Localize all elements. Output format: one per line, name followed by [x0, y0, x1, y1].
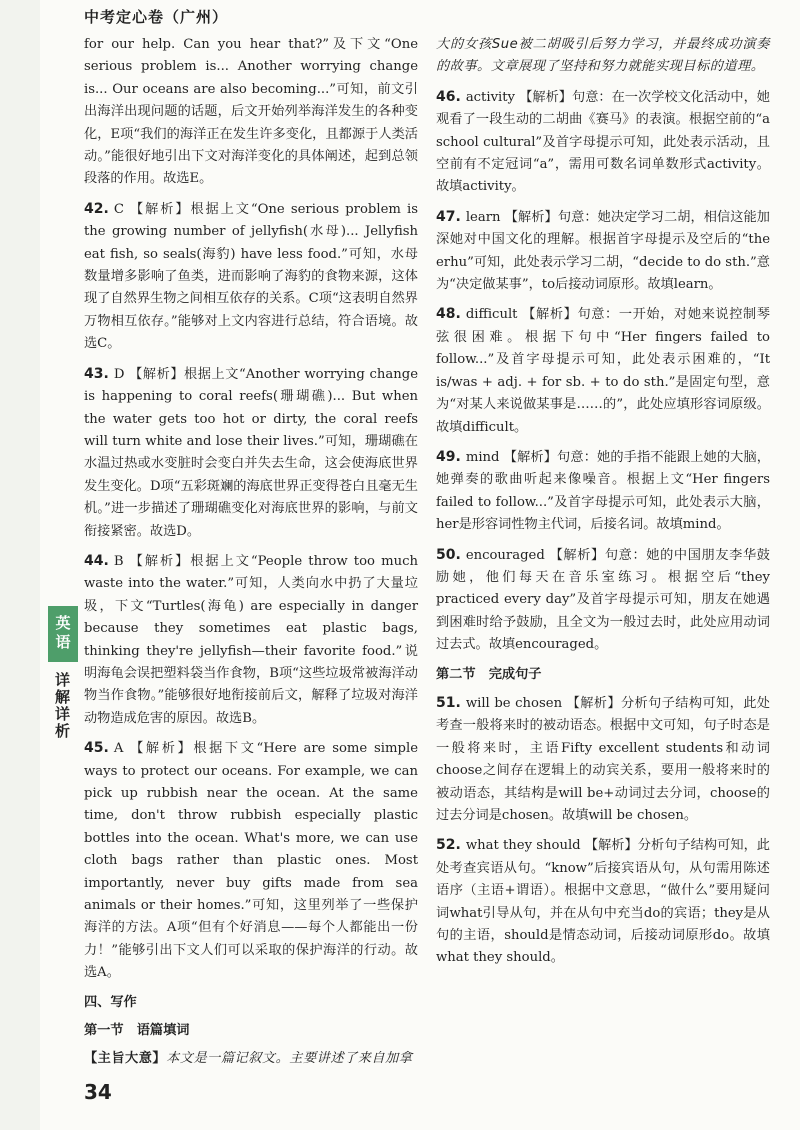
answer-text: encouraged 【解析】句意：她的中国朋友李华鼓励她，他们每天在音乐室练习。根据空后“they practiced every day”及首字母提示可知，朋友在她遇到困难时给予鼓励，且全文为一般过去时，此处应用动词过去式。故填encouraged。	[436, 547, 770, 653]
question-number: 49.	[436, 448, 461, 465]
answer-text: activity 【解析】句意：在一次学校文化活动中，她观看了一段生动的二胡曲《赛马》的表演。根据空前的“a school cultural”及首字母提示可知，此处表示活动，且空前有不定冠词“a”，需用可数名词单数形式activity。故填activity。	[436, 89, 770, 195]
summary-continued: 大的女孩Sue被二胡吸引后努力学习，并最终成功演奏的故事。文章展现了坚持和努力就能实现目标的道理。	[436, 37, 770, 75]
question-number: 52.	[436, 837, 461, 854]
side-label: 详解详析	[53, 672, 71, 740]
answer-43	[84, 363, 418, 543]
right-column	[436, 34, 770, 977]
subject-tab: 英语	[48, 606, 78, 662]
question-number: 43.	[84, 365, 109, 382]
page-header: 中考定心卷（广州）	[84, 8, 229, 26]
answer-42	[84, 198, 418, 356]
answer-52	[436, 834, 770, 969]
summary-text: 本文是一篇记叙文。主要讲述了来自加拿	[166, 1051, 413, 1067]
answer-48	[436, 303, 770, 438]
answer-51	[436, 692, 770, 827]
answer-46	[436, 86, 770, 199]
answer-text: learn 【解析】句意：她决定学习二胡，相信这能加深她对中国文化的理解。根据首字母提示及空后的“the erhu”可知，此处表示学习二胡，“decide to do sth.”意为“决定做某事”，to后接动词原形。故填learn。	[436, 209, 770, 293]
answer-text: D 【解析】根据上文“Another worrying change is happening to coral reefs(珊瑚礁)... But when the water gets too hot or dirty, the coral reefs will turn white and lose their lives.”可知，珊瑚礁在水温过热或水变脏时会变白并失去生命，这会使海底世界发生变化。D项“五彩斑斓的海底世界正变得苍白且毫无生机。”进一步描述了珊瑚礁变化对海底世界的影响，与前文衔接紧密。故选D。	[84, 366, 418, 539]
question-number: 45.	[84, 740, 109, 757]
left-margin-strip	[0, 0, 40, 1130]
left-column	[84, 34, 418, 1071]
question-number: 42.	[84, 200, 109, 217]
answer-text: B 【解析】根据上文“People throw too much waste into the water.”可知，人类向水中扔了大量垃圾，下文“Turtles(海龟) are especially in danger because they sometimes eat plastic bags, thinking they're jellyfish—their favorite food.”说明海龟会误把塑料袋当作食物，B项“这些垃圾常被海洋动物当作食物。”能够很好地衔接前后文，解释了垃圾对海洋动物造成危害的原因。故选B。	[84, 553, 418, 726]
answer-text: what they should 【解析】分析句子结构可知，此处考查宾语从句。“know”后接宾语从句，从句需用陈述语序（主语+谓语）。根据中文意思，“做什么”要用疑问词what引导从句，并在从句中充当do的宾语；they是从句的主语，should是情态动词，后接动词原形do。故填what they should。	[436, 838, 770, 966]
summary-start	[84, 1048, 418, 1070]
summary-label: 【主旨大意】	[84, 1051, 167, 1067]
question-number: 46.	[436, 88, 461, 105]
question-number: 47.	[436, 208, 461, 225]
answer-text: A 【解析】根据下文“Here are some simple ways to protect our oceans. For example, we can pick up rubbish near the ocean. At the same time, don't throw rubbish especially plastic bottles into the ocean. What's more, we can use cloth bags rather than plastic ones. Most importantly, never buy gifts made from sea animals or their homes.”可知，这里列举了一些保护海洋的方法。A项“但有个好消息——每个人都能出一份力！”能够引出下文人们可以采取的保护海洋的行动。故选A。	[84, 741, 418, 981]
section-heading-writing: 四、写作	[84, 994, 137, 1010]
answer-44	[84, 550, 418, 730]
answer-45	[84, 737, 418, 984]
answer-50	[436, 544, 770, 657]
section-heading-cloze: 第一节 语篇填词	[84, 1023, 190, 1039]
question-number: 44.	[84, 552, 109, 569]
page-number: 34	[84, 1080, 112, 1104]
question-number: 51.	[436, 694, 461, 711]
answer-47	[436, 206, 770, 297]
answer-text: C 【解析】根据上文“One serious problem is the growing number of jellyfish(水母)... Jellyfish eat fish, so seals(海豹) have less food.”可知，水母数量增多影响了鱼类，进而影响了海豹的食物来源，这体现了自然界生物之间相互依存的关系。C项“这表明自然界万物相互依存。”能够对上文内容进行总结，符合语境。故选C。	[84, 201, 418, 352]
answer-text: will be chosen 【解析】分析句子结构可知，此处考查一般将来时的被动语态。根据中文可知，句子时态是一般将来时，主语Fifty excellent students和动词choose之间存在逻辑上的动宾关系，要用一般将来时的被动语态，其结构是will be+动词过去分词，choose的过去分词是chosen。故填will be chosen。	[436, 695, 770, 823]
answer-41-continued: for our help. Can you hear that?”及下文“One serious problem is... Another worrying change is... Our oceans are also becoming...”可知，前文引出海洋出现问题的话题，后文开始列举海洋发生的各种变化，E项“我们的海洋正在发生许多变化，且都源于人类活动。”能很好地引出下文对海洋变化的具体阐述，起到总领段落的作用。故选E。	[84, 37, 418, 187]
question-number: 48.	[436, 306, 461, 323]
section-heading-sentences: 第二节 完成句子	[436, 666, 542, 682]
answer-text: mind 【解析】句意：她的手指不能跟上她的大脑，她弹奏的歌曲听起来像噪音。根据上文“Her fingers failed to follow...”及首字母提示可知，此处表示大脑，her是形容词性物主代词，后接名词。故填mind。	[436, 449, 770, 533]
answer-text: difficult 【解析】句意：一开始，对她来说控制琴弦很困难。根据下句中“Her fingers failed to follow...”及首字母提示可知，此处表示困难的，“It is/was + adj. + for sb. + to do sth.”是固定句型，意为“对某人来说做某事是……的”，此处应填形容词原级。故填difficult。	[436, 307, 770, 435]
question-number: 50.	[436, 546, 461, 563]
answer-49	[436, 446, 770, 537]
